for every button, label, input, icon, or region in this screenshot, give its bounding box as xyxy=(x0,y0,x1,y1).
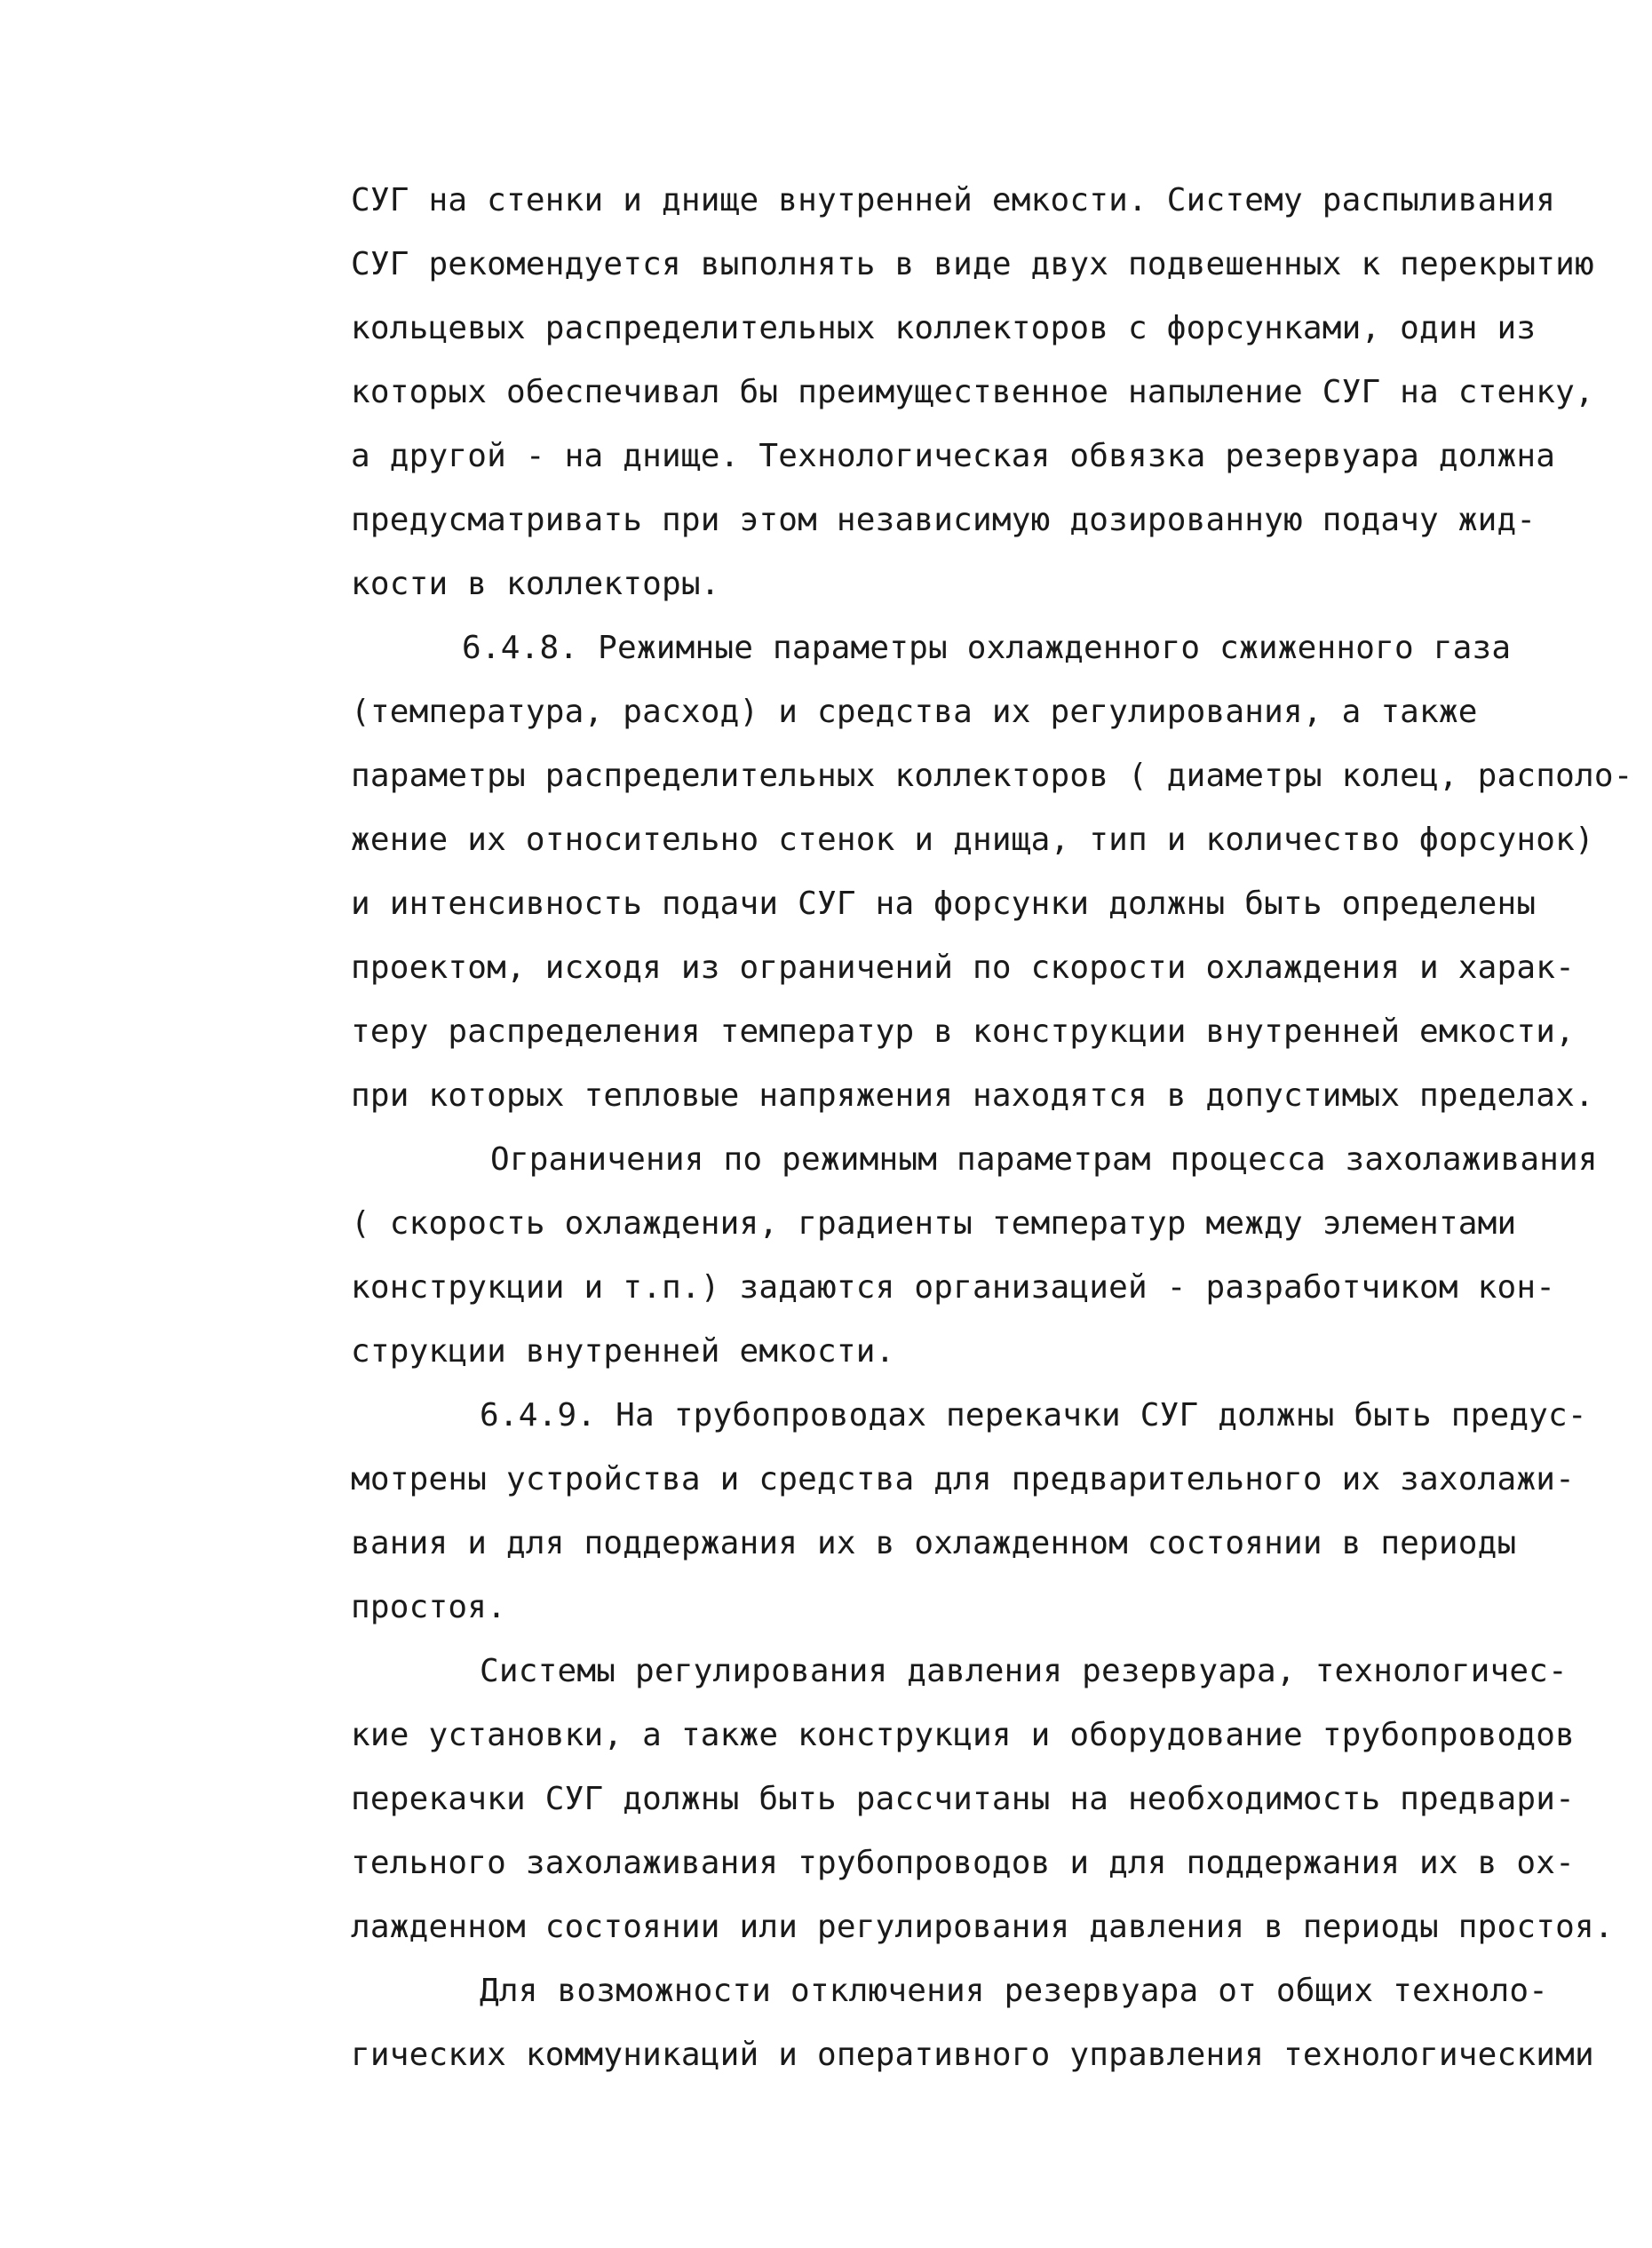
text-line: а другой - на днище. Технологическая обвязка резервуара должна xyxy=(351,438,1556,474)
text-line: СУГ на стенки и днище внутренней емкости. Систему распыливания xyxy=(351,182,1556,218)
text-line: ( скорость охлаждения, градиенты температур между элементами xyxy=(351,1205,1517,1242)
text-line: гических коммуникаций и оперативного управления технологическими xyxy=(351,2037,1594,2073)
text-line: кольцевых распределительных коллекторов с форсунками, один из xyxy=(351,310,1537,346)
text-line: струкции внутренней емкости. xyxy=(351,1333,895,1370)
text-line: и интенсивность подачи СУГ на форсунки должны быть определены xyxy=(351,886,1537,922)
text-line: кости в коллекторы. xyxy=(351,566,720,602)
text-line: Ограничения по режимным параметрам процесса захолаживания xyxy=(490,1141,1598,1178)
text-line: конструкции и т.п.) задаются организацией - разработчиком кон- xyxy=(351,1269,1556,1306)
text-line: предусматривать при этом независимую дозированную подачу жид- xyxy=(351,502,1537,538)
text-line: кие установки, а также конструкция и оборудование трубопроводов xyxy=(351,1717,1576,1753)
text-line: 6.4.8. Режимные параметры охлажденного сжиженного газа xyxy=(462,630,1512,666)
text-line: жение их относительно стенок и днища, тип и количество форсунок) xyxy=(351,822,1594,858)
text-line: мотрены устройства и средства для предварительного их захолажи- xyxy=(351,1461,1576,1497)
text-line: теру распределения температур в конструкции внутренней емкости, xyxy=(351,1013,1576,1050)
text-line: лажденном состоянии или регулирования давления в периоды простоя. xyxy=(351,1909,1614,1945)
text-line: Системы регулирования давления резервуара, технологичес- xyxy=(480,1653,1568,1689)
text-line: простоя. xyxy=(351,1589,506,1625)
text-line: проектом, исходя из ограничений по скорости охлаждения и харак- xyxy=(351,949,1576,986)
text-line: Для возможности отключения резервуара от общих техноло- xyxy=(480,1973,1549,2009)
text-line: вания и для поддержания их в охлажденном состоянии в периоды xyxy=(351,1525,1517,1561)
text-line: 6.4.9. На трубопроводах перекачки СУГ должны быть предус- xyxy=(480,1397,1587,1434)
text-line: параметры распределительных коллекторов ( диаметры колец, располо- xyxy=(351,758,1633,794)
text-line: которых обеспечивал бы преимущественное напыление СУГ на стенку, xyxy=(351,374,1594,410)
text-line: при которых тепловые напряжения находятся в допустимых пределах. xyxy=(351,1077,1594,1114)
text-line: СУГ рекомендуется выполнять в виде двух подвешенных к перекрытию xyxy=(351,246,1594,282)
text-line: перекачки СУГ должны быть рассчитаны на необходимость предвари- xyxy=(351,1781,1576,1817)
text-line: тельного захолаживания трубопроводов и для поддержания их в ох- xyxy=(351,1845,1576,1881)
text-line: (температура, расход) и средства их регулирования, а также xyxy=(351,694,1478,730)
